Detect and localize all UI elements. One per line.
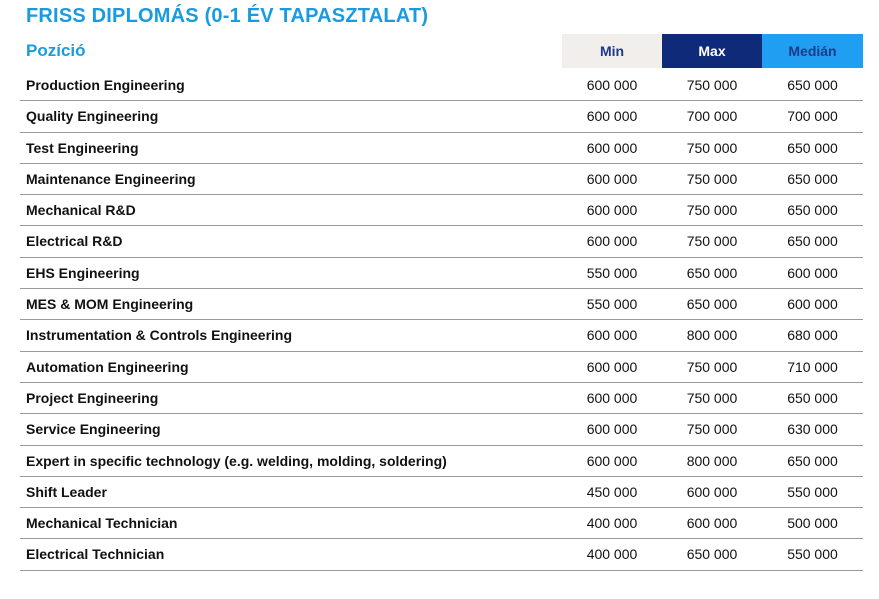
position-name: MES & MOM Engineering (26, 296, 194, 313)
table-header (20, 34, 863, 68)
min-value: 550 000 (586, 296, 638, 313)
median-value: 650 000 (787, 139, 838, 156)
max-value: 750 000 (686, 233, 738, 250)
median-value: 650 000 (787, 202, 838, 219)
median-value: 650 000 (787, 233, 838, 250)
max-value: 600 000 (686, 515, 738, 532)
position-name: Mechanical Technician (26, 515, 178, 532)
max-value: 700 000 (686, 108, 738, 125)
max-value: 650 000 (686, 546, 738, 563)
position-name: Electrical Technician (26, 546, 165, 563)
max-value: 650 000 (686, 296, 738, 313)
min-value: 600 000 (586, 139, 638, 156)
median-value: 550 000 (787, 546, 838, 563)
max-value: 800 000 (686, 452, 738, 469)
position-name: Test Engineering (26, 139, 139, 156)
median-value: 500 000 (787, 515, 838, 532)
max-value: 750 000 (686, 170, 738, 187)
table-row (20, 258, 863, 289)
median-value: 680 000 (787, 327, 838, 344)
median-value: 710 000 (787, 358, 838, 375)
min-value: 400 000 (586, 515, 638, 532)
median-value: 550 000 (787, 483, 838, 500)
median-column-header: Medián (762, 34, 863, 68)
position-name: Automation Engineering (26, 358, 189, 375)
position-name: Project Engineering (26, 389, 159, 406)
min-value: 600 000 (586, 389, 638, 406)
max-value: 750 000 (686, 139, 738, 156)
position-name: Electrical R&D (26, 233, 123, 250)
median-value: 600 000 (787, 264, 838, 281)
min-value: 600 000 (586, 452, 638, 469)
table-row (20, 383, 863, 414)
max-value: 750 000 (686, 358, 738, 375)
table-row (20, 226, 863, 257)
max-value: 750 000 (686, 202, 738, 219)
max-value: 800 000 (686, 327, 738, 344)
table-row (20, 508, 863, 539)
table-row (20, 133, 863, 164)
min-value: 600 000 (586, 327, 638, 344)
min-value: 600 000 (586, 421, 638, 438)
table-row (20, 539, 863, 570)
position-name: Mechanical R&D (26, 202, 136, 219)
min-value: 550 000 (586, 264, 638, 281)
table-row (20, 320, 863, 351)
median-value: 650 000 (787, 77, 838, 93)
salary-table (20, 70, 863, 571)
median-value: 650 000 (787, 389, 838, 406)
table-row (20, 477, 863, 508)
min-value: 600 000 (586, 77, 638, 93)
median-value: 650 000 (787, 170, 838, 187)
max-value: 650 000 (686, 264, 738, 281)
table-row (20, 101, 863, 132)
table-row (20, 352, 863, 383)
max-value: 750 000 (686, 389, 738, 406)
position-name: EHS Engineering (26, 264, 140, 281)
position-name: Quality Engineering (26, 108, 159, 125)
median-value: 700 000 (787, 108, 838, 125)
min-value: 600 000 (586, 233, 638, 250)
min-column-header: Min (562, 34, 662, 68)
max-value: 750 000 (686, 77, 738, 93)
table-row (20, 414, 863, 445)
position-name: Expert in specific technology (e.g. welding, molding, soldering) (26, 452, 447, 469)
table-row (20, 289, 863, 320)
position-column-header: Pozíció (26, 41, 86, 60)
position-name: Shift Leader (26, 483, 107, 500)
median-value: 650 000 (787, 452, 838, 469)
min-value: 600 000 (586, 202, 638, 219)
table-row (20, 164, 863, 195)
page-title: FRISS DIPLOMÁS (0-1 ÉV TAPASZTALAT) (26, 5, 429, 27)
max-column-header: Max (662, 34, 762, 68)
median-value: 600 000 (787, 296, 838, 313)
max-value: 600 000 (686, 483, 738, 500)
median-value: 630 000 (787, 421, 838, 438)
min-value: 600 000 (586, 358, 638, 375)
max-value: 750 000 (686, 421, 738, 438)
position-name: Maintenance Engineering (26, 170, 196, 187)
position-name: Service Engineering (26, 421, 161, 438)
position-name: Production Engineering (26, 77, 185, 93)
position-name: Instrumentation & Controls Engineering (26, 327, 293, 344)
table-row (20, 195, 863, 226)
min-value: 400 000 (586, 546, 638, 563)
min-value: 600 000 (586, 170, 638, 187)
table-row (20, 446, 863, 477)
min-value: 600 000 (586, 108, 638, 125)
table-row (20, 70, 863, 101)
min-value: 450 000 (586, 483, 638, 500)
